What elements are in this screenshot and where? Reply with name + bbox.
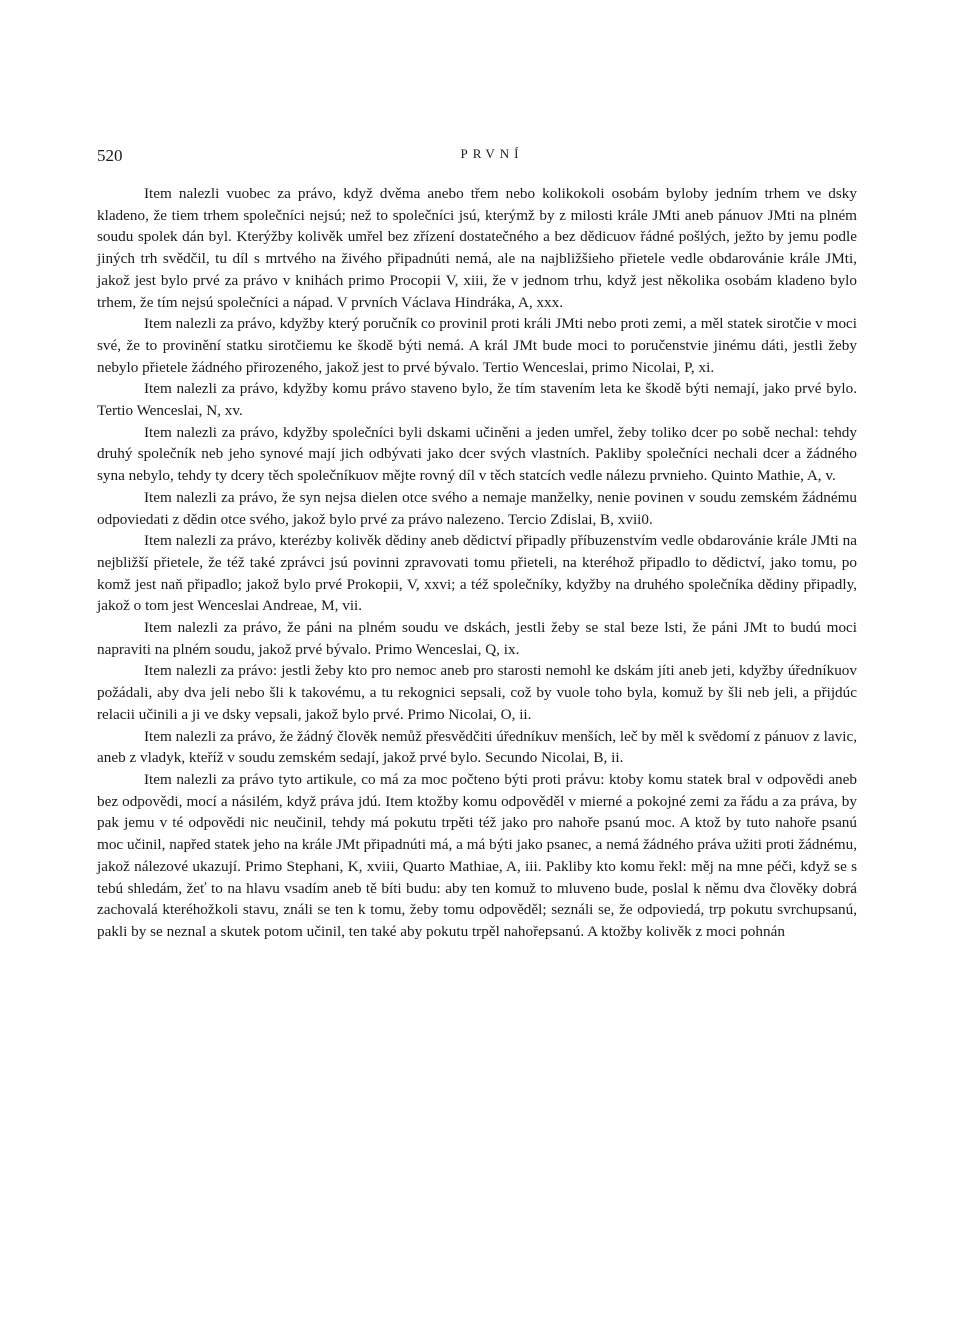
paragraph: Item nalezli za právo, kdyžby komu právo staveno bylo, že tím stavením leta ke škodě býti nemají, jako prvé bylo. Tertio Wenceslai, N, xv. [97,380,857,420]
paragraph: Item nalezli za právo, kdyžby který poručník co provinil proti králi JMti nebo proti zemi, a měl statek sirotčie v moci své, že to provinění statku sirotčiemu ke škodě býti nemá. A král JMt bude moci to poručenstvie jinému dáti, jestli žeby nebylo přietele žádného přirozeného, jakož jest to prvé bývalo. Tertio Wenceslai, primo Nicolai, P, xi. [97,315,857,376]
paragraph: Item nalezli za právo, kdyžby společníci byli dskami učiněni a jeden umřel, žeby toliko dcer po sobě nechal: tehdy druhý společník neb jeho synové mají jich odbývati jako dcer svých vlastních. Pakliby společníci nechali dcer a žádného syna nebylo, tehdy ty dcery těch společníkuov mějte rovný díl v těch statcích vedle nálezu prvnieho. Quinto Mathie, A, v. [97,423,857,485]
paragraph: Item nalezli za právo tyto artikule, co má za moc počteno býti proti právu: ktoby komu statek bral v odpovědi aneb bez odpovědi, mocí a násilém, když práva jdú. Item ktožby komu odpověděl v mierné a pokojné zemi za řádu a za práva, by pak jemu v té odpovědi nic neučinil, tehdy má pokutu trpěti též jako pro nahoře psanú moc. A ktož by tuto nahoře psanú moc učinil, napřed statek jeho na krále JMt připadnúti má, a má býti jako psanec, a nemá žádného práva užiti proti žádnému, jakož nálezové ukazují. Primo Stephani, K, xviii, Quarto Mathiae, A, iii. Pakliby kto komu řekl: měj na mne péči, když se s tebú shledám, žeť to na hlavu vsadím aneb tě bíti budu: aby ten komuž to mluveno bude, poslal k němu dva člověky dobrá zachovalá kteréhožkoli stavu, ználi se ten k tomu, žeby tomu odpověděl; seználi se, že odpoviedá, trp pokutu svrchupsanú, pakli by se neznal a skutek potom učinil, ten také aby pokutu trpěl nahořepsanú. A ktožby kolivěk z moci pohnán [97,770,857,940]
paragraph: Item nalezli za právo: jestli žeby kto pro nemoc aneb pro starosti nemohl ke dskám jíti aneb jeti, kdyžby úředníkuov požádali, aby dva jeli nebo šli k takovému, a tu rekognici sepsali, což by vuole toho byla, komuž by šli neb jeli, a přijdúc relacii učinili a ji ve dsky vepsali, jakož bylo prvé. Primo Nicolai, O, ii. [97,662,857,723]
body-text [97,183,857,943]
paragraph: Item nalezli vuobec za právo, když dvěma anebo třem nebo kolikokoli osobám byloby jedním trhem ve dsky kladeno, že tiem trhem společníci nejsú; než to společníci jsú, kterýmž by z milosti krále JMti aneb pánuov JMti na plném soudu spolek dán byl. Kterýžby kolivěk umřel bez zřízení dostatečného a bez dědicuov řádné pošlých, ježto by jemu podle jiných trh svědčil, tu díl s mrtvého na živého připadnúti nemá, ale na najbližšieho přietele vedle obdarovánie krále JMti, jakož jest bylo prvé za právo v knihách primo Procopii V, xiii, že v jednom trhu, když jest několika osobám kladeno bylo trhem, že tím nejsú společníci a nápad. V prvních Václava Hindráka, A, xxx. [97,185,857,311]
running-head: PRVNÍ [460,146,524,161]
paragraph: Item nalezli za právo, že páni na plném soudu ve dskách, jestli žeby se stal beze lsti, že páni JMt to budú moci napraviti na plném soudu, jakož prvé bývalo. Primo Wenceslai, Q, ix. [97,619,857,658]
paragraph: Item nalezli za právo, že syn nejsa dielen otce svého a nemaje manželky, nenie povinen v soudu zemském žádnému odpoviedati z dědin otce svého, jakož bylo prvé za právo nalezeno. Tercio Zdislai, B, xvii0. [97,488,857,528]
paragraph: Item nalezli za právo, že žádný člověk nemůž přesvědčiti úředníkuv menších, leč by měl k svědomí z pánuov z lavic, aneb z vladyk, kteříž v soudu zemském sedají, jakož prvé bylo. Secundo Nicolai, B, ii. [97,727,857,767]
page-number: 520 [97,146,123,165]
page-header [97,146,857,168]
paragraph: Item nalezli za právo, kterézby kolivěk dědiny aneb dědictví připadly příbuzenstvím vedle obdarovánie krále JMti na nejbližší přietele, že též také zprávci jsú povinni zpravovati tomu přieteli, na kteréhož připadlo to dědictví, jako tomu, po komž jest naň připadlo; jakož bylo prvé Prokopii, V, xxvi; a též společníky, kdyžby na druhého společníka dědiny připadly, jakož o tom jest Wenceslai Andreae, M, vii. [97,532,857,615]
